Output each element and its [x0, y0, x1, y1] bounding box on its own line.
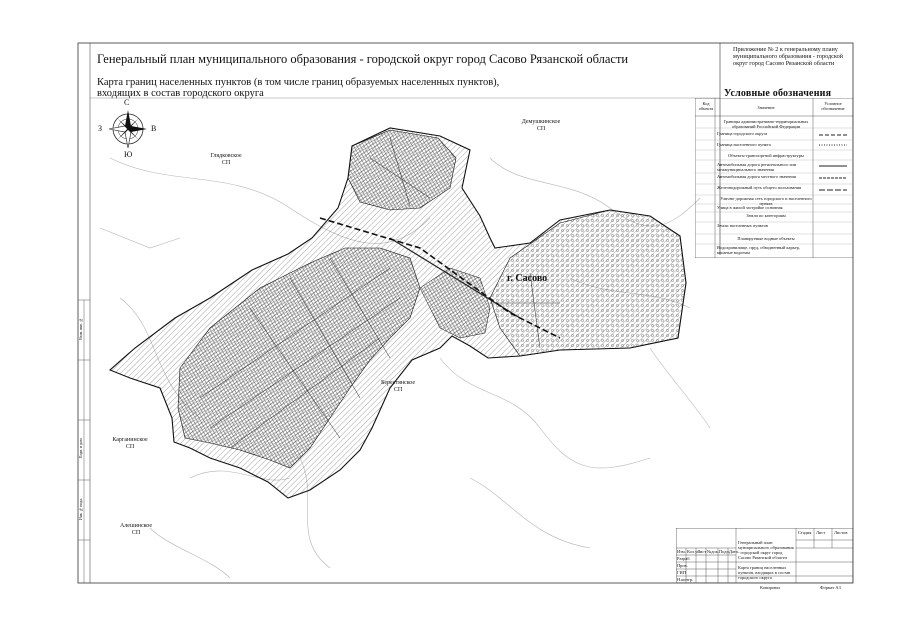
legend-section: Земли по категориям: [746, 213, 786, 218]
stamp-col: Кол.уч: [687, 549, 700, 554]
legend-header-meaning: Значение: [757, 105, 775, 110]
compass-w: З: [98, 124, 103, 133]
side-label: Подп. и дата: [79, 438, 83, 459]
page-title: Генеральный план муниципального образования - городской округ город Сасово Рязанской области: [97, 52, 629, 66]
neighbor-label: Алешинское СП: [119, 523, 153, 536]
legend-title: Условные обозначения: [724, 88, 832, 99]
legend-row: Земли населенных пунктов: [717, 223, 768, 228]
stamp-doc-text: Генеральный план муниципального образования - городской округ город Сасово Рязанской области: [738, 540, 794, 560]
legend-header-symbol: Условное обозначение: [821, 101, 845, 111]
legend-section: Планируемые водные объекты: [737, 236, 795, 241]
legend-section: Улично-дорожная сеть городского и населенного пункта: [720, 196, 812, 206]
annex-note: Приложение № 2 к генеральному плану муниципального образования - городской округ город Сасово Рязанской области: [733, 46, 843, 67]
stamp-role: ГИП: [677, 570, 686, 575]
side-label: Инв. № подл.: [79, 498, 83, 521]
compass-e: В: [151, 124, 157, 133]
legend-row: Граница городского округа: [717, 131, 768, 136]
stamp-col: Дата: [729, 549, 738, 554]
legend-row: Железнодорожный путь общего пользования: [717, 185, 802, 190]
neighbor-label: Карганинское СП: [112, 437, 148, 450]
stamp-sheets: Листов: [834, 530, 848, 535]
compass-s: Ю: [124, 150, 133, 159]
compass-n: С: [124, 98, 130, 107]
stamp-footer-right: Формат А3: [820, 585, 841, 590]
legend-row: Водохранилище, пруд, обводненный карьер, копаные водоемы: [717, 245, 800, 255]
stamp-role: Разраб.: [677, 556, 691, 561]
stamp-stage: Стадия: [798, 530, 812, 535]
map-subtitle-2: входящих в состав городского округа: [97, 88, 264, 99]
stamp-footer-left: Копировал: [760, 585, 781, 590]
legend-row: Граница населенного пункта: [717, 142, 771, 147]
map-subtitle: Карта границ населенных пунктов (в том числе границ образуемых населенных пунктов),: [97, 77, 500, 88]
stamp-role: Пров.: [677, 563, 688, 568]
neighbor-label: Глядковское СП: [210, 153, 242, 166]
legend-section: Объекты транспортной инфраструктуры: [728, 153, 804, 158]
stamp-col: Лист: [697, 549, 707, 554]
stamp-col: Подп.: [719, 549, 730, 554]
neighbor-label: Берестянское СП: [380, 380, 416, 393]
boundary-map: [90, 98, 720, 583]
legend-row: Улица в жилой застройке основная: [717, 205, 783, 210]
city-label: г. Сасово: [507, 273, 548, 284]
legend-row: Автомобильная дорога местного значения: [717, 174, 796, 179]
side-label: Взам. инв. №: [79, 318, 83, 340]
stamp-col: №док.: [707, 549, 719, 554]
neighbor-label: Демушкинское СП: [521, 119, 561, 132]
stamp-sheet: Лист: [816, 530, 826, 535]
legend-section: Границы административно-территориальных образований Российской Федерации: [723, 119, 809, 129]
stamp-role: Н.контр.: [677, 577, 693, 582]
stamp-col: Изм.: [677, 549, 686, 554]
legend-header-code: Код объекта: [698, 101, 714, 111]
legend-row: Автомобильная дорога регионального или межмуниципального значения: [717, 162, 797, 172]
stamp-map-text: Карта границ населенных пунктов, входящих в состав городского округа: [738, 565, 791, 580]
